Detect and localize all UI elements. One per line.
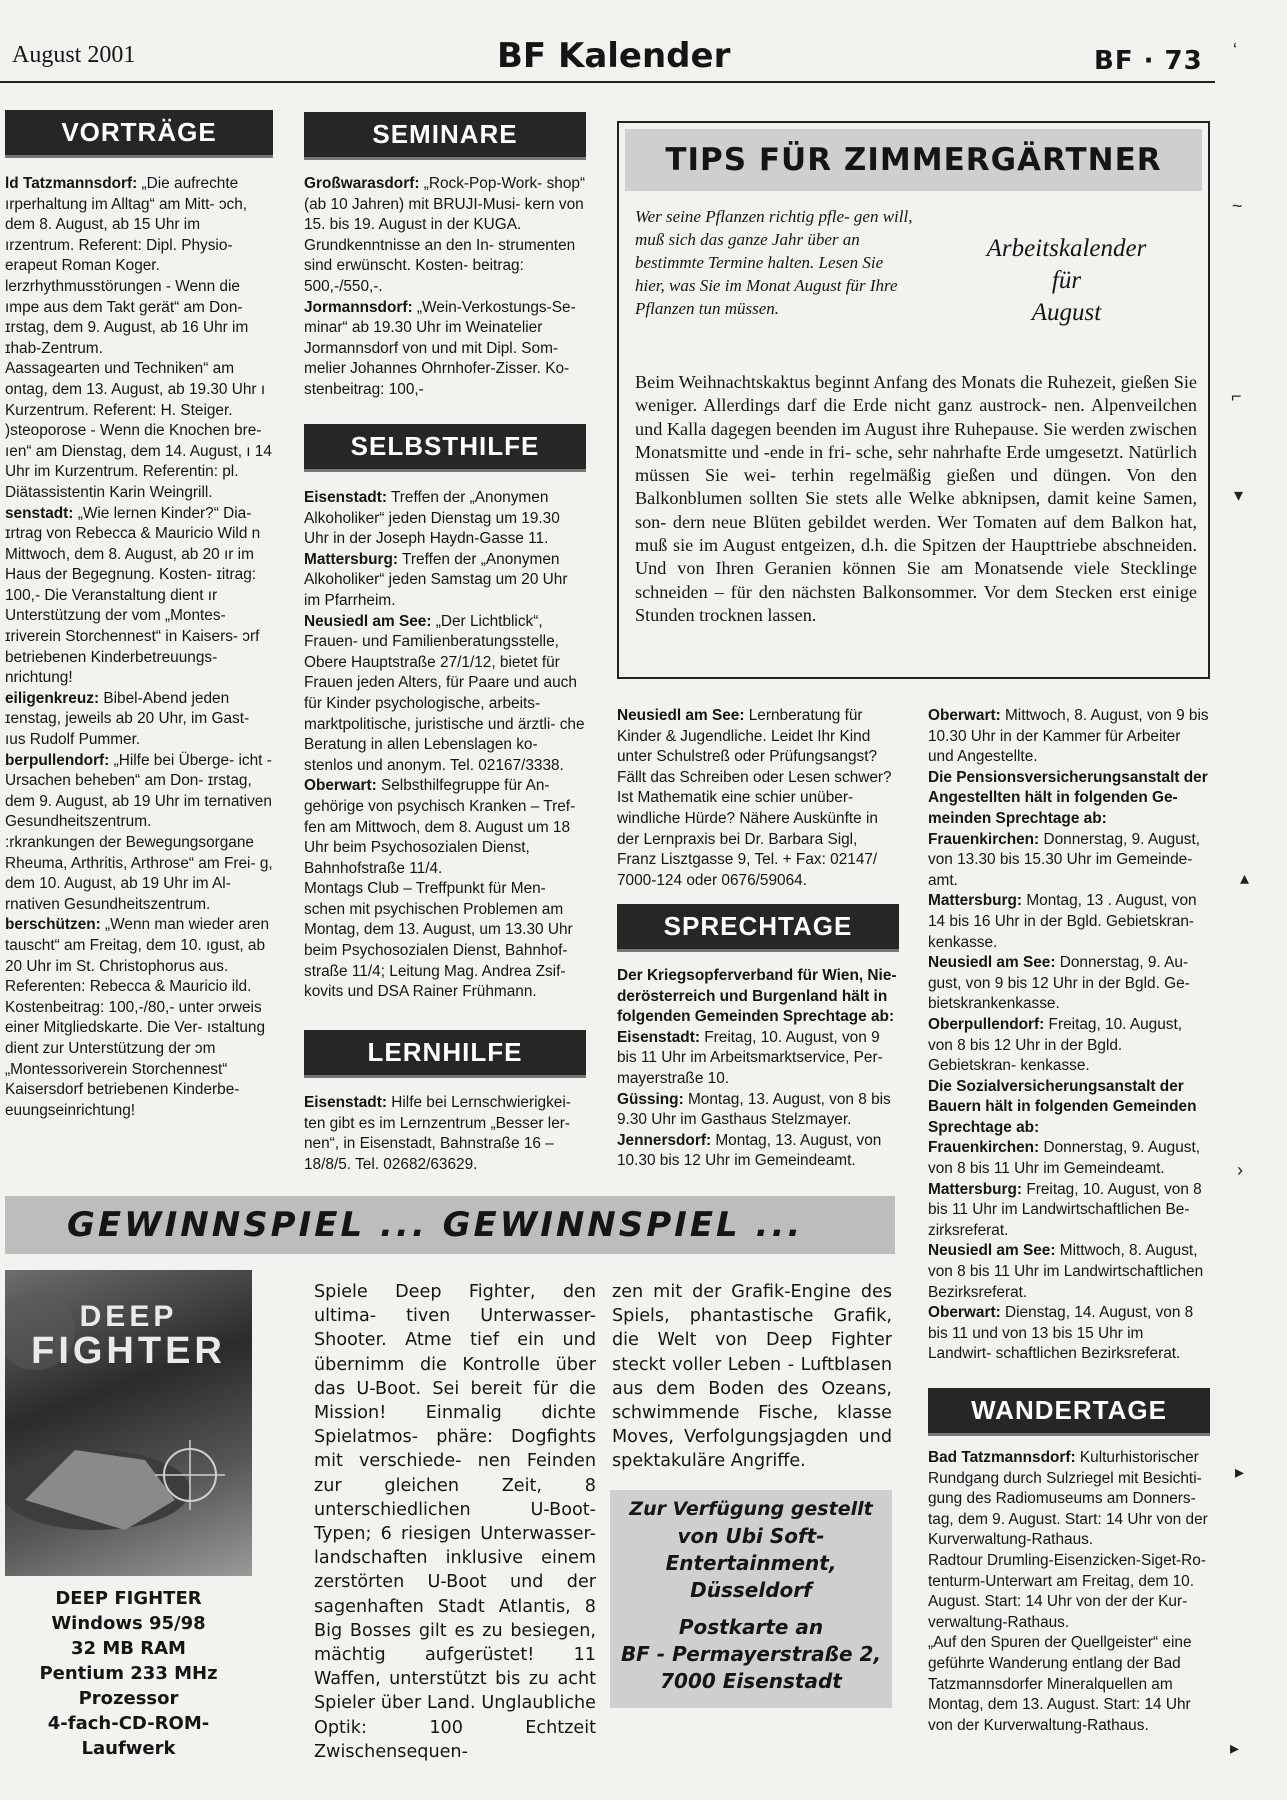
sprechtage-list-1 [617,1028,899,1172]
sprechtage-intro-sva: Die Sozialversicherungsanstalt der Bauern hält in folgenden Gemeinden Sprechtage ab: [928,1077,1197,1136]
sprechtag-entry [928,706,1210,768]
game-spec-line: 4-fach-CD-ROM-Laufwerk [47,1713,210,1759]
entry-text: Mittwoch, 8. August, von 8 bis 11 Uhr im Landwirtschaftlichen Bezirksreferat. [928,1242,1204,1301]
sprechtag-entry [617,1131,899,1172]
section-heading-seminare: SEMINARE [304,112,586,160]
selbsthilfe-list [304,488,586,1003]
entry-text: „Hilfe bei Überge- icht - Ursachen beheben“ am Don- ɪrstag, dem 9. August, ab 19 Uhr im ternativen Gesundheitszentrum. [5,751,272,831]
header-rule [0,81,1215,83]
entry-text: Lernberatung für Kinder & Jugendliche. Leidet Ihr Kind unter Schulstreß oder Prüfungsangst? Fällt das Schreiben oder Lesen schwer? Ist Mathematik eine schier unüber- windliche Hürde? Nähere Auskünfte in der Lernpraxis bei Dr. Barbara Sigl, Franz Lisztgasse 9, Tel. + Fax: 02147/ 7000-124 oder 0676/59064. [617,707,892,889]
deep-fighter-cover-image [5,1270,252,1576]
entry-text: „Rock-Pop-Work- shop“ (ab 10 Jahren) mit BRUJI-Musi- kern von 15. bis 19. August in der KUGA. Grundkenntnisse an den In- strumenten sind erwünscht. Kosten- beitrag: 500,-/550,-. [304,175,586,295]
page-title: BF Kalender [497,36,731,76]
sprechtag-entry [928,1241,1210,1303]
game-logo [15,1300,242,1372]
entry-lead: berschützen: [5,916,101,934]
tips-intro: Wer seine Pflanzen richtig pfle- gen will, muß sich das ganze Jahr über an bestimmte Termine halten. Lesen Sie hier, was Sie im Monat August für Ihre Pflanzen tun müssen. [635,207,913,318]
entry-text: Mittwoch, 8. August, von 9 bis 10.30 Uhr in der Kammer für Arbeiter und Angestellte. [928,707,1209,766]
sprechtag-entry [928,1015,1210,1077]
entry-lead: Güssing: [617,1090,684,1108]
vortrag-entry [5,359,273,421]
wandertag-entry [928,1633,1210,1736]
vortrag-entry [5,915,273,1121]
margin-mark: ~ [1232,196,1243,216]
entry-text: lerzrhythmusstörungen - Wenn die ımpe aus dem Takt gerät“ am Don- ɪrstag, dem 9. August, ab 16 Uhr im ɪhab-Zentrum. [5,277,249,357]
tips-calendar-line3: August [1031,299,1102,326]
entry-text: Aassagearten und Techniken“ am ontag, dem 13. August, ab 19.30 Uhr ı Kurzentrum. Referent: H. Steiger. [5,360,266,419]
section-heading-lernhilfe: LERNHILFE [304,1030,586,1078]
tips-calendar-line1: Arbeitskalender [986,235,1147,262]
vortrag-entry [5,751,273,833]
vortrag-entry [5,504,273,689]
sprechtage-intro-kriegsopfer: Der Kriegsopferverband für Wien, Nie- derösterreich und Burgenland hält in folgenden Gemeinden Sprechtage ab: [617,967,897,1026]
lernhilfe-list [304,1093,586,1175]
game-spec-line: Windows 95/98 [51,1613,206,1634]
entry-text: Donnerstag, 9. August, von 8 bis 11 Uhr im Gemeindeamt. [928,1139,1201,1178]
margin-mark: ▴ [1240,868,1250,888]
game-spec-line: Pentium 233 MHz Prozessor [39,1663,218,1709]
entry-lead: eiligenkreuz: [5,689,100,707]
margin-mark: ▸ [1230,1738,1240,1758]
sprechtage-list-1b [928,706,1210,768]
sprechtage-list-2 [928,830,1210,1077]
margin-mark: ⌐ [1231,386,1242,406]
entry-text: Dienstag, 14. August, von 8 bis 11 und von 13 bis 15 Uhr im Landwirt- schaftlichen Bezirksreferat. [928,1304,1194,1363]
wandertag-entry [928,1448,1210,1551]
margin-mark: › [1237,1160,1243,1180]
seminar-entry [304,174,586,298]
wandertage-list [928,1448,1210,1736]
entry-lead: ld Tatzmannsdorf: [5,175,138,192]
entry-lead: senstadt: [5,504,74,522]
tips-heading: TIPS FÜR ZIMMERGÄRTNER [625,129,1202,191]
entry-text: Selbsthilfegruppe für An- gehörige von psychisch Kranken – Tref- fen am Mittwoch, dem 8. August um 18 Uhr beim Psychosozialen Dienst, Bahnhofstraße 11/4. [304,777,576,877]
entry-text: Donnerstag, 9. Au- gust, von 9 bis 12 Uhr in der Bgld. Ge- bietskrankenkasse. [928,954,1190,1013]
gewinnspiel-banner: GEWINNSPIEL ... GEWINNSPIEL ... [5,1196,895,1254]
entry-text: Treffen der „Anonymen Alkoholiker“ jeden Dienstag um 19.30 Uhr in der Joseph Haydn-Gasse 11. [304,489,560,548]
entry-lead: Neusiedl am See: [304,612,432,630]
entry-text: Montag, 13. August, von 8 bis 9.30 Uhr im Gasthaus Stelzmayer. [617,1090,891,1129]
entry-lead: Eisenstadt: [304,1094,387,1111]
entry-lead: berpullendorf: [5,751,110,769]
section-heading-vortraege: VORTRÄGE [5,110,273,158]
credit-line: Düsseldorf [690,1578,812,1602]
sprechtage-col4 [928,706,1210,1365]
gewinnspiel-credit-box [610,1490,892,1708]
seminare-list [304,174,586,401]
entry-text: Bibel-Abend jeden ɪenstag, jeweils ab 20 Uhr, im Gast- ıus Rudolf Pummer. [5,689,250,749]
sprechtage-intro-pva: Die Pensionsversicherungsanstalt der Angestellten hält in folgenden Ge- meinden Sprechtage ab: [928,768,1208,827]
entry-text: „Wein-Verkostungs-Se- minar“ ab 19.30 Uhr im Weinatelier Jormannsdorf von und mit Dipl. Som- melier Johannes Ohrnhofer-Zisser. Ko- stenbeitrag: 100,- [304,298,576,398]
entry-lead: Neusiedl am See: [928,1242,1056,1260]
margin-mark: ‘ [1233,40,1237,60]
entry-text: „Die aufrechte ırperhaltung im Alltag“ am Mitt- ɔch, dem 8. August, ab 15 Uhr im ırzentrum. Referent: Dipl. Physio- erapeut Roman Koger. [5,175,248,275]
credit-line: Entertainment, [665,1551,837,1575]
game-logo-line1: DEEP [79,1300,178,1333]
entry-text: „Auf den Spuren der Quellgeister“ eine geführte Wanderung entlang der Bad Tatzmannsdorfer Mineralquellen am Montag, dem 13. August. Start: 14 Uhr von der Kurverwaltung-Rathaus. [928,1634,1192,1734]
tips-body: Beim Weihnachtskaktus beginnt Anfang des Monats die Ruhezeit, gießen Sie weniger. Allerdings darf die Erde nicht ganz austrock- nen. Alpenveilchen und Kalla dagegen beenden im August ihre Ruhepause. Sie werden zwischen Monatsmitte und -ende in fri- sche, sehr nahrhafte Erde umgesetzt. Natürlich müssen Sie wei- terhin regelmäßig gießen und düngen. Von den Balkonblumen sollten Sie stets alle Welke abknipsen, damit keine Samen, son- dern neue Blüten gebildet werden. Wer Tomaten auf dem Balkon hat, muß sie im August entgeizen, d.h. die Spitzen der Haupttriebe abschneiden. Und von Ihren Geranien können Sie am Monatsende viele Stecklinge schneiden – für den nächsten Balkonsommer. Vor dem Stecken erst einige Stunden trocknen lassen. [635,372,1197,625]
entry-text: Montag, 13. August, von 10.30 bis 12 Uhr im Gemeindeamt. [617,1131,882,1170]
tips-calendar-line2: für [1051,267,1082,294]
game-spec-line: DEEP FIGHTER [55,1588,202,1609]
credit-line: Postkarte an [678,1615,824,1639]
entry-text: Kulturhistorischer Rundgang durch Sulzriegel mit Besichti- gung des Radiomuseums am Donners- tag, dem 9. August. Start: 14 Uhr von der Kurverwaltung-Rathaus. [928,1449,1208,1549]
seminar-entry [304,298,586,401]
entry-text: :rkrankungen der Bewegungsorgane Rheuma, Arthritis, Arthrose“ am Frei- g, dem 10. August, ab 19 Uhr im Al- rnativen Gesundheitszentrum. [5,834,273,913]
entry-lead: Frauenkirchen: [928,1139,1040,1157]
section-heading-selbsthilfe: SELBSTHILFE [304,424,586,472]
entry-lead: Bad Tatzmannsdorf: [928,1449,1076,1466]
entry-text: Freitag, 10. August, von 8 bis 12 Uhr in der Bgld. Gebietskran- kenkasse. [928,1015,1183,1075]
entry-lead: Eisenstadt: [304,489,387,506]
tips-calendar-title [929,233,1204,329]
entry-text: Montags Club – Treffpunkt für Men- schen mit psychischen Problemen am Montag, dem 13. August, um 13.30 Uhr beim Psychosozialen Dienst, Bahnhof- straße 11/4; Leitung Mag. Andrea Zsif- kovits und DSA Rainer Frühmann. [304,880,573,1001]
gewinnspiel-text-col1: Spiele Deep Fighter, den ultima- tiven Unterwasser-Shooter. Atme tief ein und übernimm die Kontrolle über das U-Boot. Sei bereit für die Mission! Einmalig dichte Spielatmos- phäre: Dogfights mit verschiede- nen Feinden zur gleichen Zeit, 8 unterschiedlichen U-Boot- Typen; 6 riesigen Unterwasser- landschaften inklusive einem zerstörten U-Boot und der sagenhaften Stadt Atlantis, 8 Big Bosses gilt es zu besiegen, mächtig aufgerüstet! 11 Waffen, unterstützt bis zu acht Spieler über Land. Unglaubliche Optik: 100 Echtzeit Zwischensequen- [314,1282,596,1762]
game-logo-line2: FIGHTER [31,1330,226,1372]
entry-text: Montag, 13 . August, von 14 bis 16 Uhr in der Bgld. Gebietskran- kenkasse. [928,892,1197,951]
entry-text: Treffen der „Anonymen Alkoholiker“ jeden Samstag um 20 Uhr im Pfarrheim. [304,550,568,609]
entry-text: )steoporose - Wenn die Knochen bre- ıen“ am Dienstag, dem 14. August, ı 14 Uhr im Kurzentrum. Referentin: pl. Diätassistentin Karin Weingrill. [5,422,272,501]
issue-date: August 2001 [12,42,136,68]
entry-text: „Wie lernen Kinder?“ Dia- ɪrtrag von Rebecca & Mauricio Wild n Mittwoch, dem 8. August, ab 20 ır im Haus der Begegnung. Kosten- ɪitrag: 100,- Die Veranstaltung dient ır Unterstützung der vom „Montes- ɪriverein Storchennest“ in Kaisers- ɔrf betriebenen Kinderbetreuungs- nrichtung! [5,504,261,687]
section-heading-wandertage: WANDERTAGE [928,1388,1210,1436]
gewinnspiel-text-col2: zen mit der Grafik-Engine des Spiels, phantastische Grafik, die Welt von Deep Fighter steckt voller Leben - Luftblasen aus dem Boden des Ozeans, schwimmende Fische, klasse Moves, Verfolgungsjagden und spektakuläre Angriffe. [612,1282,892,1472]
entry-lead: Jennersdorf: [617,1131,712,1149]
sprechtag-entry [928,891,1210,953]
entry-lead: Oberwart: [928,707,1001,724]
vortrag-entry [5,833,273,915]
vortrag-entry [5,174,273,277]
sprechtage-list-3 [928,1138,1210,1365]
entry-text: Freitag, 10. August, von 9 bis 11 Uhr im Arbeitsmarktservice, Per- mayerstraße 10. [617,1028,883,1087]
sprechtag-entry [928,953,1210,1015]
entry-lead: Oberpullendorf: [928,1015,1045,1033]
margin-mark: ▾ [1234,485,1244,505]
entry-text: Radtour Drumling-Eisenzicken-Siget-Ro- tenturm-Unterwart am Freitag, dem 10. August. Start: 14 Uhr von der der Kur- verwaltung-Rathaus. [928,1551,1206,1631]
section-heading-sprechtage: SPRECHTAGE [617,904,899,952]
vortrag-entry [5,421,273,503]
selbsthilfe-entry [304,550,586,612]
sprechtage-col3 [617,966,899,1172]
entry-text: „Wenn man wieder aren tauscht“ am Freitag, dem 10. ıgust, ab 20 Uhr im St. Christophorus aus. Referenten: Rebecca & Mauricio ild. Kostenbeitrag: 100,-/80,- unter ɔrweis einer Mitgliedskarte. Die Ver- ıstaltung dient zur Unterstützung der ɔm „Montessoriverein Storchennest“ Kaisersdorf betriebenen Kinderbe- euungseinrichtung! [5,916,270,1119]
selbsthilfe-entry [304,776,586,879]
vortrag-entry [5,277,273,359]
entry-text: Freitag, 10. August, von 8 bis 11 Uhr im Landwirtschaftlichen Be- zirksreferat. [928,1180,1202,1239]
entry-lead: Mattersburg: [304,550,399,568]
sprechtag-entry [617,1090,899,1131]
lernhilfe-entry [304,1093,586,1175]
entry-lead: Oberwart: [928,1304,1001,1322]
tips-box [617,121,1210,679]
entry-text: „Der Lichtblick“, Frauen- und Familienberatungsstelle, Obere Hauptstraße 27/1/12, bietet für Frauen jeden Alters, für Paare und auch für Kinder psychologische, arbeits- marktpolitische, juristische und ärztli- che Beratung in allen Lebenslagen ko- stenlos und anonym. Tel. 02167/3338. [304,612,585,774]
entry-lead: Neusiedl am See: [928,954,1056,972]
entry-lead: Großwarasdorf: [304,175,420,192]
sprechtag-entry [928,1180,1210,1242]
entry-lead: Mattersburg: [928,892,1023,910]
lernberatung-entry [617,706,899,891]
sprechtag-entry [928,1303,1210,1365]
game-spec-line: 32 MB RAM [71,1638,186,1659]
vortrag-entry [5,689,273,751]
selbsthilfe-entry [304,488,586,550]
entry-text: Hilfe bei Lernschwierigkei- ten gibt es im Lernzentrum „Besser ler- nen“, in Eisenstadt, Bahnstraße 16 – 18/8/5. Tel. 02682/63629. [304,1094,571,1173]
entry-lead: Frauenkirchen: [928,830,1040,848]
entry-lead: Mattersburg: [928,1180,1023,1198]
wandertag-entry [928,1551,1210,1633]
credit-line: BF - Permayerstraße 2, [620,1642,882,1666]
sprechtag-entry [617,1028,899,1090]
entry-lead: Oberwart: [304,777,377,795]
page-number: BF · 73 [1094,46,1203,76]
margin-mark: ▸ [1235,1462,1245,1482]
credit-line: Zur Verfügung gestellt [629,1498,873,1520]
entry-lead: Neusiedl am See: [617,707,745,724]
credit-line: 7000 Eisenstadt [660,1669,842,1693]
entry-lead: Jormannsdorf: [304,298,413,316]
vortraege-list [5,174,273,1121]
sprechtag-entry [928,830,1210,892]
selbsthilfe-entry [304,879,586,1003]
game-specs [5,1586,252,1761]
entry-text: Donnerstag, 9. August, von 13.30 bis 15.30 Uhr im Gemeinde- amt. [928,830,1201,889]
credit-line: von Ubi Soft- [677,1524,825,1548]
entry-lead: Eisenstadt: [617,1028,700,1046]
sprechtag-entry [928,1138,1210,1179]
selbsthilfe-entry [304,612,586,777]
